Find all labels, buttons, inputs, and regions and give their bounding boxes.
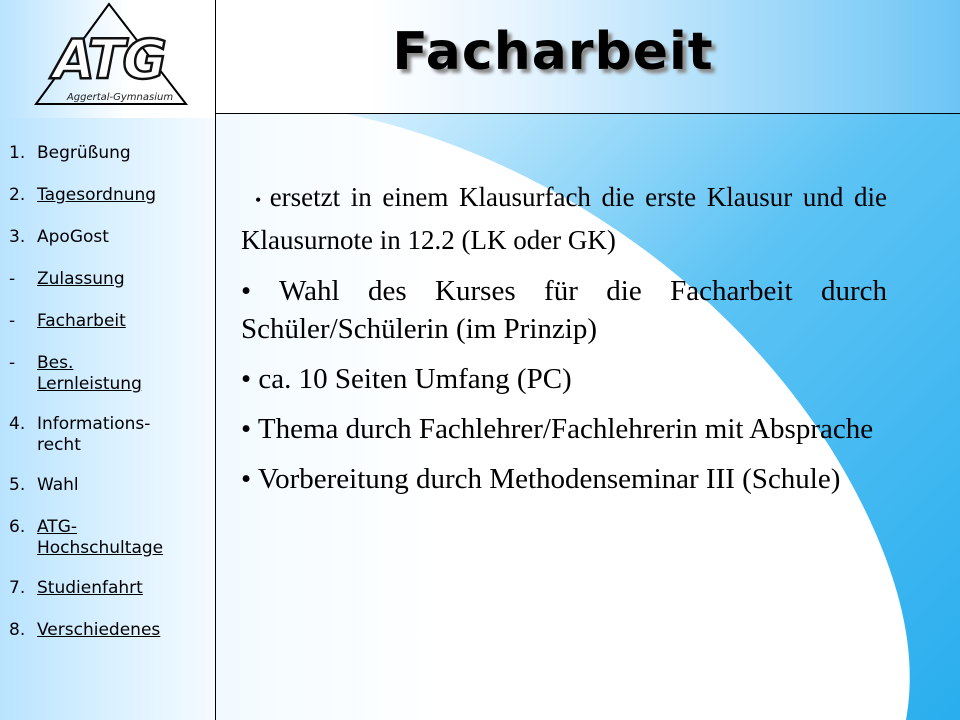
nav-item-bes-lernleistung[interactable] bbox=[9, 353, 209, 395]
svg-text:ATG: ATG bbox=[53, 28, 165, 91]
nav-item-apogost[interactable] bbox=[9, 227, 209, 248]
nav-number: 5. bbox=[9, 475, 31, 495]
nav-number: 2. bbox=[9, 185, 31, 205]
logo bbox=[0, 0, 215, 118]
nav-item-facharbeit[interactable] bbox=[9, 311, 209, 332]
nav-link[interactable]: Zulassung bbox=[37, 269, 125, 289]
bullet-text: Wahl des Kurses für die Facharbeit durch Schüler/Schülerin (im Prinzip) bbox=[241, 275, 887, 345]
bullet-text: Vorbereitung durch Methodenseminar III (Schule) bbox=[257, 463, 841, 495]
nav-dash: - bbox=[9, 353, 16, 373]
bullet-dot: • bbox=[255, 190, 270, 210]
nav-number: 3. bbox=[9, 227, 31, 247]
nav-item-atg-hochschultage[interactable] bbox=[9, 517, 209, 559]
nav-link[interactable]: Studienfahrt bbox=[37, 578, 143, 598]
bullet-dot: • bbox=[241, 463, 258, 495]
nav-label: Informations-recht bbox=[37, 414, 151, 455]
nav-number: 1. bbox=[9, 143, 31, 163]
bullet-item bbox=[241, 410, 887, 448]
nav-number: 8. bbox=[9, 620, 31, 640]
school-name: Aggertal-Gymnasium bbox=[66, 92, 174, 103]
bullet-item bbox=[241, 177, 887, 260]
bullet-item bbox=[241, 360, 887, 398]
bullet-text: ersetzt in einem Klausurfach die erste Klausur und die Klausurnote in 12.2 (LK oder GK) bbox=[241, 182, 887, 255]
nav-number: 4. bbox=[9, 414, 31, 434]
bullet-item bbox=[241, 272, 887, 348]
bullet-text: ca. 10 Seiten Umfang (PC) bbox=[258, 363, 572, 395]
nav-number: 6. bbox=[9, 517, 31, 537]
nav-dash: - bbox=[9, 269, 16, 289]
bullet-text: Thema durch Fachlehrer/Fachlehrerin mit Absprache bbox=[257, 413, 874, 445]
nav-item-begruessung[interactable] bbox=[9, 143, 209, 164]
nav-item-informationsrecht[interactable] bbox=[9, 414, 209, 456]
nav-item-verschiedenes[interactable] bbox=[9, 620, 209, 641]
bullet-dot: • bbox=[241, 275, 280, 307]
nav-item-wahl[interactable] bbox=[9, 475, 209, 496]
nav-number: 7. bbox=[9, 578, 31, 598]
nav-item-tagesordnung[interactable] bbox=[9, 185, 209, 206]
nav-link[interactable]: Bes. Lernleistung bbox=[37, 353, 142, 394]
nav-link[interactable]: Facharbeit bbox=[37, 311, 126, 331]
nav-link[interactable]: Tagesordnung bbox=[37, 185, 157, 205]
bullet-list bbox=[241, 177, 887, 510]
bullet-dot: • bbox=[241, 363, 259, 395]
slide-title: Facharbeit bbox=[392, 22, 714, 82]
nav-label: Wahl bbox=[37, 475, 79, 495]
nav-item-zulassung[interactable] bbox=[9, 269, 209, 290]
nav-link[interactable]: ATG-Hochschultage bbox=[37, 517, 164, 558]
nav-link[interactable]: Verschiedenes bbox=[37, 620, 161, 640]
nav-label: Begrüßung bbox=[37, 143, 131, 163]
nav-label: ApoGost bbox=[37, 227, 109, 247]
bullet-item bbox=[241, 460, 887, 498]
nav-list bbox=[9, 143, 209, 662]
nav-dash: - bbox=[9, 311, 16, 331]
bullet-dot: • bbox=[241, 413, 258, 445]
nav-item-studienfahrt[interactable] bbox=[9, 578, 209, 599]
